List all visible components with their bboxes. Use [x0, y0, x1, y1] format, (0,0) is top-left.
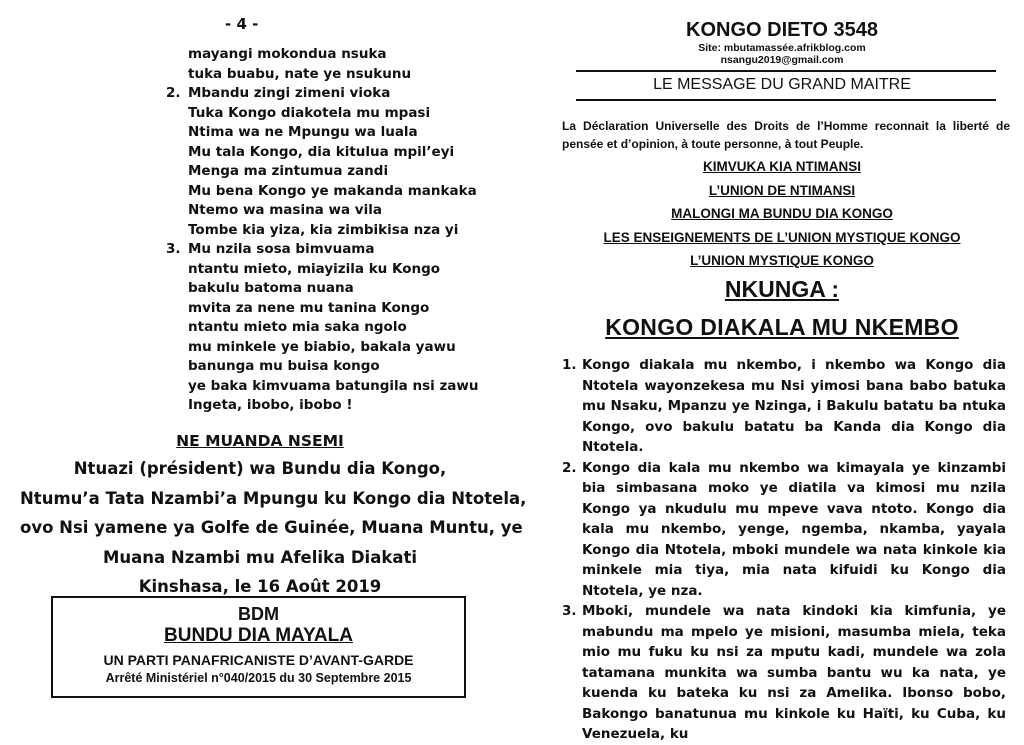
poem-line-text: Mu nzila sosa bimvuama: [188, 241, 375, 257]
verse-number: 2.: [562, 459, 577, 476]
heading-enseignements: LES ENSEIGNEMENTS DE L’UNION MYSTIQUE KONGO: [603, 229, 961, 245]
nkunga-label: NKUNGA :: [724, 276, 840, 302]
poem-line: mu minkele ye biabio, bakala yawu: [188, 338, 456, 355]
poem-line: Tombe kia yiza, kia zimbikisa nza yi: [188, 221, 459, 238]
page-number: - 4 -: [225, 15, 259, 33]
poem-line: [160, 240, 479, 260]
message-banner: LE MESSAGE DU GRAND MAITRE: [653, 76, 911, 93]
heading-union-ntimansi: L’UNION DE NTIMANSI: [708, 182, 856, 198]
verse-text: Kongo diakala mu nkembo, i nkembo wa Kongo dia Ntotela wayonzekesa mu Nsi yimosi bana babo batuka mu Nsaku, Mpanzu ye Nzinga, i Bakulu batatu ba ntuka Kongo, ovo bakulu batatu ba Kanda dia Kongo dia Ntotela.: [582, 357, 1006, 455]
right-page: [540, 0, 1024, 742]
email-address: nsangu2019@gmail.com: [720, 54, 844, 66]
stanza-number: 2.: [166, 85, 181, 101]
poem-line: banunga mu buisa kongo: [188, 358, 380, 374]
poem-line: Ingeta, ibobo, ibobo !: [188, 397, 353, 413]
stanza-number: 3.: [166, 241, 181, 257]
verse: [562, 355, 1006, 458]
declaration-text: La Déclaration Universelle des Droits de l’Homme reconnait la liberté de pensée et d’opinion, à toute personne, à tout Peuple.: [562, 119, 1010, 151]
verse: [562, 458, 1006, 602]
signature-heading: NE MUANDA NSEMI: [176, 432, 344, 450]
signature-date: Kinshasa, le 16 Août 2019: [138, 577, 382, 596]
party-abbreviation: BDM: [238, 604, 279, 624]
divider: [576, 99, 996, 101]
poem-line: ntantu mieto, miayizila ku Kongo: [188, 260, 441, 277]
signature-line: Ntumu’a Tata Nzambi’a Mpungu ku Kongo dia Ntotela,: [20, 488, 527, 508]
heading-union-mystique: L’UNION MYSTIQUE KONGO: [690, 253, 874, 268]
divider: [576, 70, 996, 72]
poem-line: ye baka kimvuama batungila nsi zawu: [188, 377, 479, 394]
party-box: [51, 596, 466, 698]
signature-block: [20, 428, 527, 602]
party-name: BUNDU DIA MAYALA: [164, 625, 353, 646]
party-tagline: UN PARTI PANAFRICANISTE D’AVANT-GARDE: [103, 652, 414, 668]
poem-line: Mu bena Kongo ye makanda mankaka: [188, 182, 477, 199]
poem-line: ntantu mieto mia saka ngolo: [188, 319, 407, 335]
party-decree: Arrêté Ministériel n°040/2015 du 30 Septembre 2015: [105, 671, 412, 685]
heading-kimvuka: KIMVUKA KIA NTIMANSI: [703, 159, 861, 174]
site-url: Site: mbutamassée.afrikblog.com: [698, 42, 866, 54]
verse: [562, 601, 1006, 745]
poem-line: Tuka Kongo diakotela mu mpasi: [188, 104, 431, 121]
verse-text: Mboki, mundele wa nata kindoki kia kimfunia, ye mabundu ma mpelo ye misioni, masumba miela, teka mio mu fuku ku nsi za mputu kadi, mundele wa zola tatamana munkita wa sumba bantu wu ka nata, ye kuenda ku bateka ku nsi za Amelika. Ibonso bobo, Bakongo banatunua mu kinkole ku Haïti, ku Cuba, ku Venezuela, ku: [582, 603, 1006, 742]
signature-line: ovo Nsi yamene ya Golfe de Guinée, Muana Muntu, ye: [20, 518, 523, 537]
verse-number: 3.: [562, 603, 577, 619]
section-headings: [540, 155, 1024, 273]
poem-line: Ntima wa ne Mpungu wa luala: [188, 124, 418, 140]
poem-line: mvita za nene mu tanina Kongo: [188, 299, 430, 316]
signature-line: Ntuazi (président) wa Bundu dia Kongo,: [73, 459, 447, 478]
poem-line: bakulu batoma nuana: [188, 280, 354, 296]
poem-line: tuka buabu, nate ye nsukunu: [188, 65, 412, 82]
song-verses: [562, 355, 1006, 745]
newsletter-title: KONGO DIETO 3548: [686, 19, 878, 41]
verse-text: Kongo dia kala mu nkembo wa kimayala ye kinzambi bia simbasana moko ye diatila va kimosi mu nzila Kongo ya nkudulu mu mpeve vava ntoto. Kongo dia kala mu nkembo, yenge, ngemba, nkamba, yayala Kongo dia Ntotela, mboki mundele wa nata kinkole kia minkele mia tiya, mia nata kifuidi ku Kongo dia Ntotela, ye nza.: [582, 459, 1006, 599]
verse-number: 1.: [562, 357, 577, 373]
heading-malongi: MALONGI MA BUNDU DIA KONGO: [671, 206, 893, 221]
poem-line-text: Mbandu zingi zimeni vioka: [188, 85, 391, 101]
poem-line: [160, 84, 479, 104]
song-title: KONGO DIAKALA MU NKEMBO: [605, 314, 959, 340]
poem-line: Mu tala Kongo, dia kitulua mpil’eyi: [188, 143, 455, 160]
poem-line: Ntemo wa masina wa vila: [188, 202, 382, 218]
poem: [160, 45, 479, 416]
signature-line: Muana Nzambi mu Afelika Diakati: [103, 547, 417, 567]
contact-block: [540, 42, 1024, 66]
poem-line: mayangi mokondua nsuka: [188, 46, 387, 62]
poem-line: Menga ma zintumua zandi: [188, 163, 389, 179]
